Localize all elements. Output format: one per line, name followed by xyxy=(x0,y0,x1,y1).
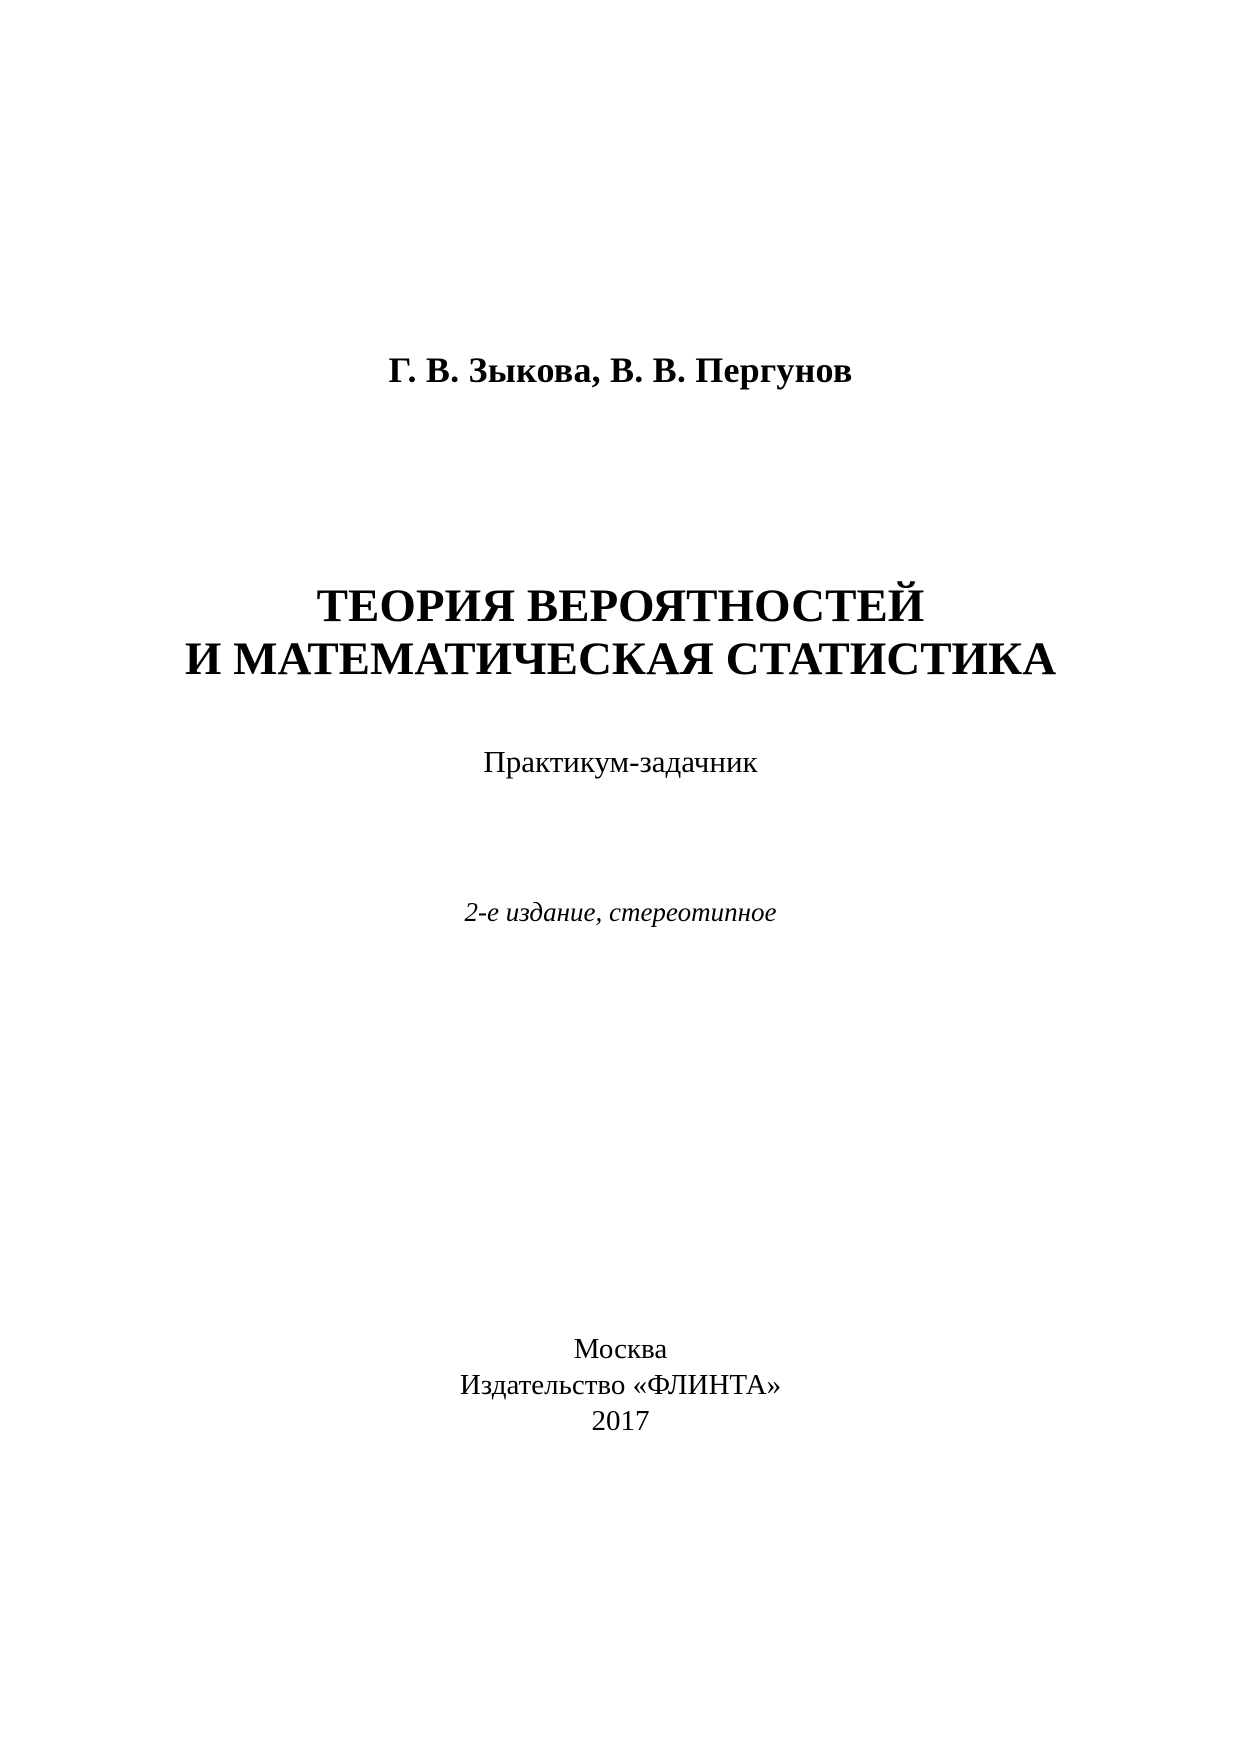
edition-note: 2-е издание, стереотипное xyxy=(464,897,777,927)
imprint-publisher: Издательство «ФЛИНТА» xyxy=(459,1369,782,1401)
book-title-line-2: И МАТЕМАТИЧЕСКАЯ СТАТИСТИКА xyxy=(184,633,1057,685)
imprint-city: Москва xyxy=(573,1333,668,1365)
authors: Г. В. Зыкова, В. В. Пергунов xyxy=(388,350,853,390)
imprint-year: 2017 xyxy=(591,1405,650,1437)
book-title-line-1: ТЕОРИЯ ВЕРОЯТНОСТЕЙ xyxy=(316,580,925,632)
book-subtitle: Практикум-задачник xyxy=(483,744,758,779)
